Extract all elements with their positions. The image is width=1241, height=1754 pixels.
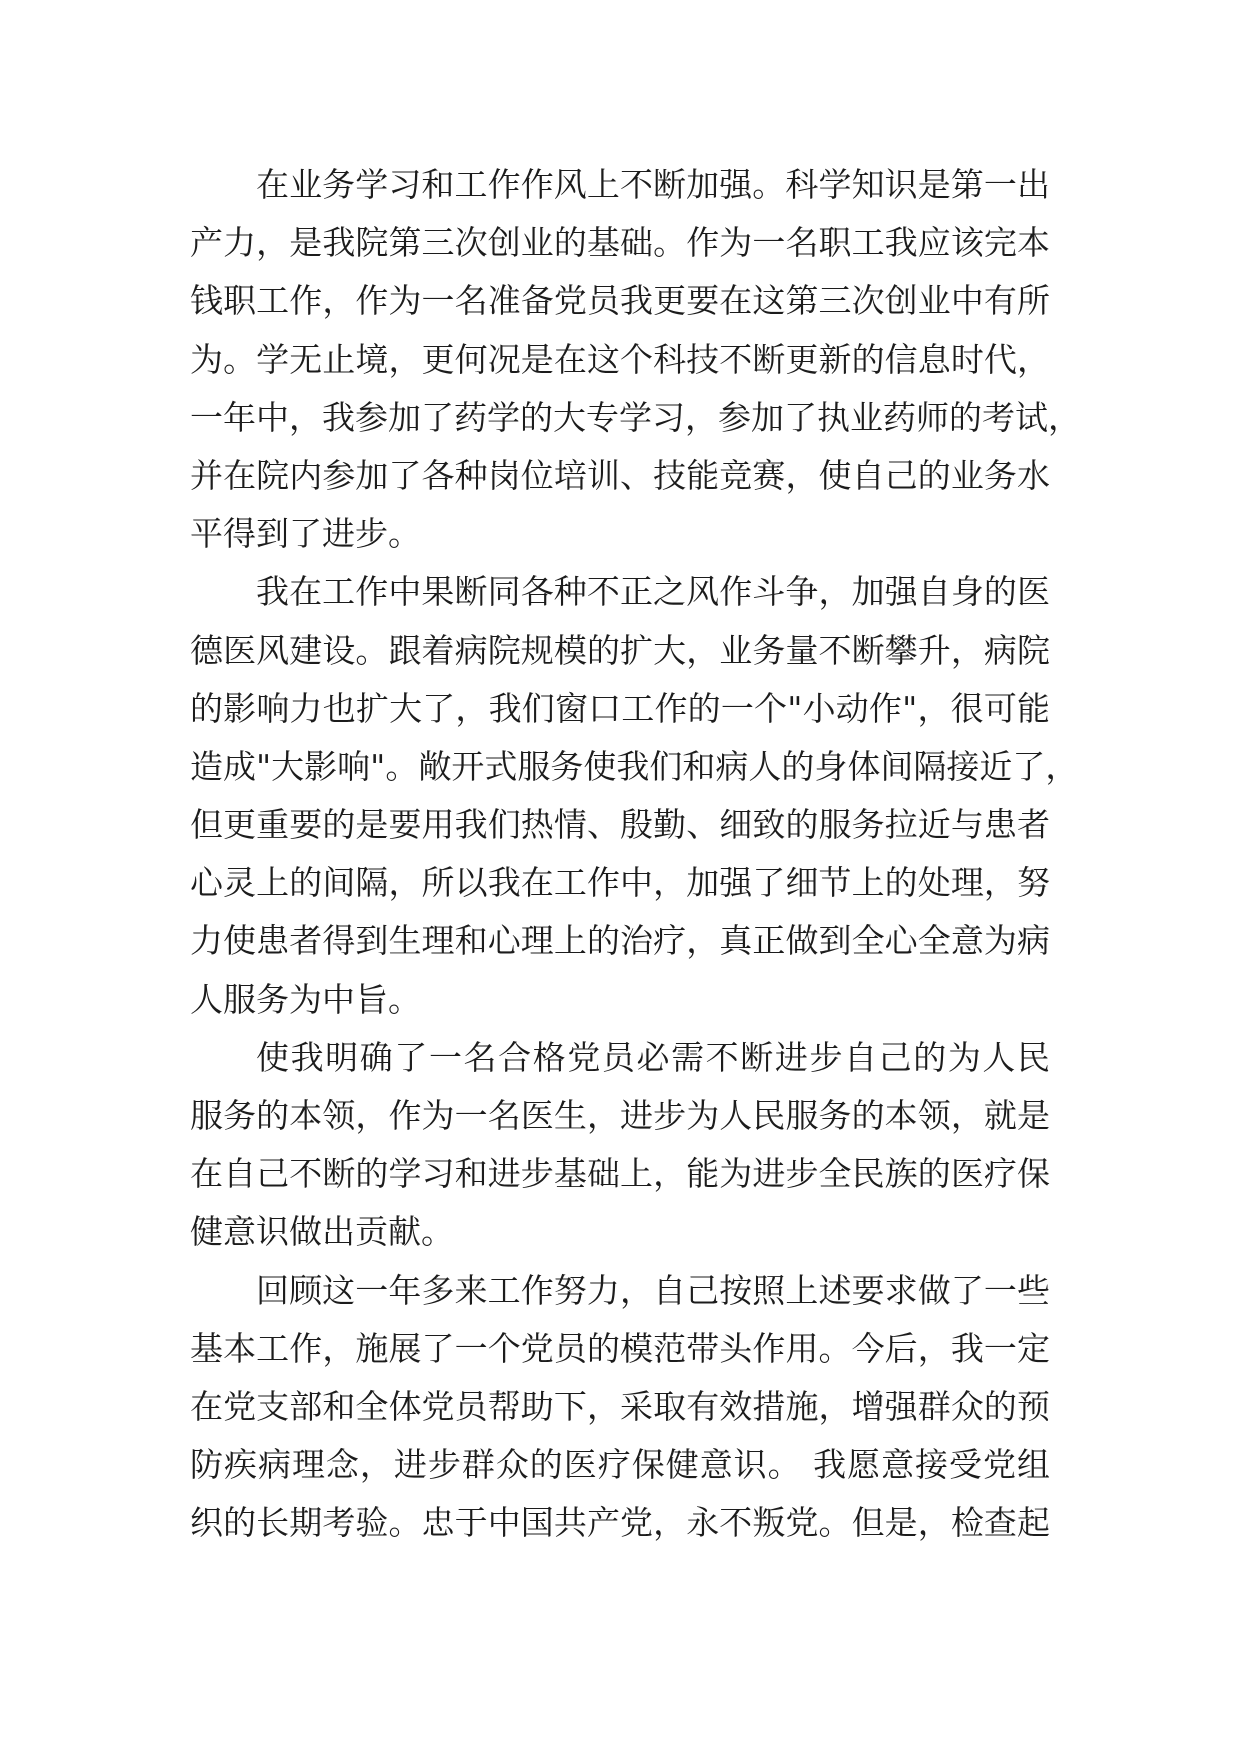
text-line: 并在院内参加了各种岗位培训、技能竞赛，使自己的业务水	[190, 455, 1050, 495]
text-line: 钱职工作，作为一名准备党员我更要在这第三次创业中有所	[190, 281, 1050, 321]
text-line: 我在工作中果断同各种不正之风作斗争，加强自身的医	[256, 572, 1050, 612]
paragraph-4	[190, 1262, 1050, 1553]
text-line: 使我明确了一名合格党员必需不断进步自己的为人民	[256, 1037, 1050, 1077]
text-line: 基本工作，施展了一个党员的模范带头作用。今后，我一定	[190, 1328, 1050, 1368]
paragraph-2	[190, 563, 1079, 1029]
text-line: 防疾病理念，进步群众的医疗保健意识。 我愿意接受党组	[190, 1445, 1050, 1485]
paragraph-3	[190, 1029, 1050, 1262]
text-line: 一年中，我参加了药学的大专学习，参加了执业药师的考试，	[190, 397, 1081, 437]
text-line: 服务的本领，作为一名医生，进步为人民服务的本领，就是	[190, 1096, 1050, 1135]
text-line: 人服务为中旨。	[190, 979, 421, 1019]
text-line: 在党支部和全体党员帮助下，采取有效措施，增强群众的预	[190, 1386, 1050, 1426]
text-line: 在自己不断的学习和进步基础上，能为进步全民族的医疗保	[190, 1154, 1050, 1194]
paragraph-1	[190, 156, 1081, 563]
text-line: 健意识做出贡献。	[190, 1212, 454, 1252]
text-line: 为。学无止境，更何况是在这个科技不断更新的信息时代，	[190, 339, 1050, 379]
text-line: 织的长期考验。忠于中国共产党，永不叛党。但是，检查起	[190, 1503, 1050, 1543]
text-line: 的影响力也扩大了，我们窗口工作的一个"小动作"，很可能	[190, 688, 1050, 728]
text-line: 造成"大影响"。敞开式服务使我们和病人的身体间隔接近了，	[190, 746, 1079, 786]
text-line: 德医风建设。跟着病院规模的扩大，业务量不断攀升，病院	[190, 630, 1050, 670]
text-line: 力使患者得到生理和心理上的治疗，真正做到全心全意为病	[190, 921, 1050, 961]
document-body	[190, 156, 1081, 1553]
text-line: 但更重要的是要用我们热情、殷勤、细致的服务拉近与患者	[190, 805, 1050, 845]
text-line: 回顾这一年多来工作努力，自己按照上述要求做了一些	[256, 1270, 1050, 1310]
text-line: 心灵上的间隔，所以我在工作中，加强了细节上的处理，努	[190, 863, 1050, 903]
text-line: 在业务学习和工作作风上不断加强。科学知识是第一出	[256, 165, 1050, 204]
text-line: 平得到了进步。	[190, 514, 421, 554]
text-line: 产力，是我院第三次创业的基础。作为一名职工我应该完本	[190, 223, 1050, 263]
